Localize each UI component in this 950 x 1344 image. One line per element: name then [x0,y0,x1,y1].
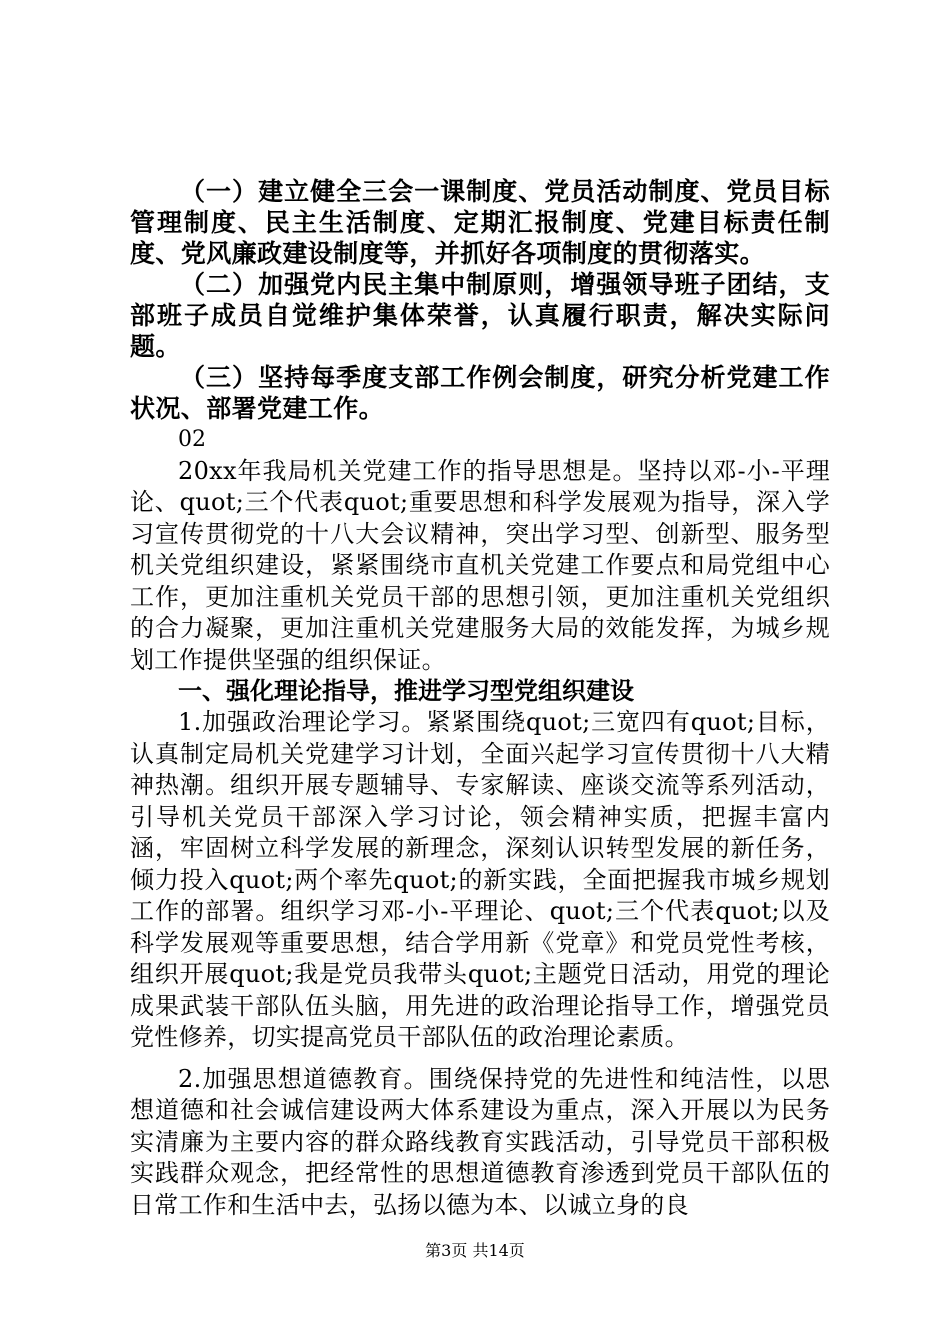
section-number: 02 [178,427,206,452]
document-body [130,176,830,1221]
page-footer: 第3页 共14页 [425,1241,525,1260]
item-moral-education: 2.加强思想道德教育。围绕保持党的先进性和纯洁性，以思想道德和社会诚信建设两大体系建设为重点，深入开展以为民务实清廉为主要内容的群众路线教育实践活动，引导党员干部积极实践群众观念，把经常性的思想道德教育渗透到党员干部队伍的日常工作和生活中去，弘扬以德为本、以诚立身的良 [130,1064,830,1219]
guiding-ideology-paragraph: 20xx年我局机关党建工作的指导思想是。坚持以邓-小-平理论、quot;三个代表quot;重要思想和科学发展观为指导，深入学习宣传贯彻党的十八大会议精神，突出学习型、创新型、服务型机关党组织建设，紧紧围绕市直机关党建工作要点和局党组中心工作，更加注重机关党员干部的思想引领，更加注重机关党组织的合力凝聚，更加注重机关党建服务大局的效能发挥，为城乡规划工作提供坚强的组织保证。 [130,456,830,674]
paragraph-gap [130,1054,830,1064]
paragraph-democratic-centralism: （二）加强党内民主集中制原则，增强领导班子团结，支部班子成员自觉维护集体荣誉，认真履行职责，解决实际问题。 [130,270,830,361]
paragraph-system-building: （一）建立健全三会一课制度、党员活动制度、党员目标管理制度、民主生活制度、定期汇报制度、党建目标责任制度、党风廉政建设制度等，并抓好各项制度的贯彻落实。 [130,177,830,268]
item-political-theory-study: 1.加强政治理论学习。紧紧围绕quot;三宽四有quot;目标，认真制定局机关党建学习计划，全面兴起学习宣传贯彻十八大精神热潮。组织开展专题辅导、专家解读、座谈交流等系列活动，引导机关党员干部深入学习讨论，领会精神实质，把握丰富内涵，牢固树立科学发展的新理念，深刻认识转型发展的新任务，倾力投入quot;两个率先quot;的新实践，全面把握我市城乡规划工作的部署。组织学习邓-小-平理论、quot;三个代表quot;以及科学发展观等重要思想，结合学用新《党章》和党员党性考核，组织开展quot;我是党员我带头quot;主题党日活动，用党的理论成果武装干部队伍头脑，用先进的政治理论指导工作，增强党员党性修养，切实提高党员干部队伍的政治理论素质。 [130,708,830,1051]
paragraph-quarterly-meeting: （三）坚持每季度支部工作例会制度，研究分析党建工作状况、部署党建工作。 [130,363,830,423]
section-heading-theory: 一、强化理论指导，推进学习型党组织建设 [178,677,634,705]
